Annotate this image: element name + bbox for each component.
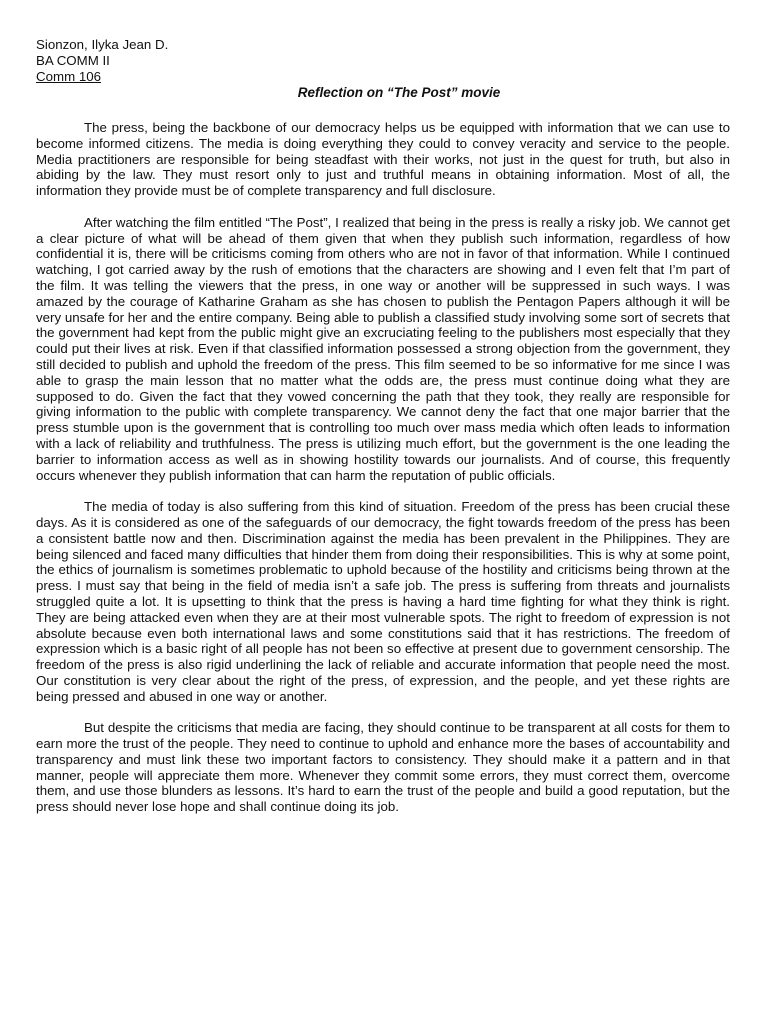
author-header bbox=[36, 37, 168, 85]
paragraph: But despite the criticisms that media are facing, they should continue to be transparent at all costs for them to earn more the trust of the people. They need to continue to uphold and enhance more the bases of accountability and transparency and must link these two important factors to consistency. They should make it a pattern and in that manner, people will appreciate them more. Whenever they commit some errors, they must correct them, overcome them, and use those blunders as lessons. It’s hard to earn the trust of the people and build a good reputation, but the press should never lose hope and shall continue doing its job. bbox=[36, 720, 730, 815]
paragraph: The media of today is also suffering from this kind of situation. Freedom of the press has been crucial these days. As it is considered as one of the safeguards of our democracy, the fight towards freedom of the press has been a consistent battle now and then. Discrimination against the media has been prevalent in the Philippines. They are being silenced and faced many difficulties that hinder them from doing their responsibilities. This is why at some point, the ethics of journalism is sometimes problematic to uphold because of the hostility and criticisms being thrown at the press. I must say that being in the field of media isn’t a safe job. The press is suffering from threats and journalists struggled quite a lot. It is upsetting to think that the press is having a hard time fighting for what they think is right. They are being attacked even when they are at their most vulnerable spots. The right to freedom of expression is not absolute because even both international laws and some constitutions said that it has restrictions. The freedom of expression which is a basic right of all people has not been so effective at present due to government censorship. The freedom of the press is also rigid underlining the lack of reliable and accurate information that people need the most. Our constitution is very clear about the right of the press, of expression, and the people, and yet these rights are being pressed and abused in one way or another. bbox=[36, 499, 730, 704]
author-name: Sionzon, Ilyka Jean D. bbox=[36, 37, 169, 52]
paragraph: After watching the film entitled “The Post”, I realized that being in the press is really a risky job. We cannot get a clear picture of what will be ahead of them given that when they publish such information, regardless of how confidential it is, there will be criticisms coming from others who are not in favor of that information. While I continued watching, I got carried away by the rush of emotions that the characters are showing and I even felt that I’m part of the film. It was telling the viewers that the press, in one way or another will be suppressed in such ways. I was amazed by the courage of Katharine Graham as she has chosen to publish the Pentagon Papers although it will be very unsafe for her and the entire company. Being able to publish a classified study involving some sort of secrets that the government had kept from the public might give an excruciating feeling to the publishers most especially that they could put their lives at risk. Even if that classified information possessed a strong objection from the government, they still decided to publish and uphold the freedom of the press. This film seemed to be so informative for me since I was able to grasp the main lesson that no matter what the odds are, the press must continue doing what they are supposed to do. Given the fact that they vowed concerning the path that they took, they really are responsible for giving information to the public with complete transparency. We cannot deny the fact that one major barrier that the press stumble upon is the government that is controlling too much over mass media which often leads to information with a lack of reliability and truthfulness. The press is utilizing much effort, but the government is the one leading the barrier to information access as well as in showing hostility towards our journalists. And of course, this frequently occurs whenever they publish information that can harm the reputation of public officials. bbox=[36, 214, 730, 483]
document-body bbox=[36, 120, 730, 831]
course-code: Comm 106 bbox=[36, 69, 102, 84]
document-title: Reflection on “The Post” movie bbox=[297, 85, 501, 100]
program-name: BA COMM II bbox=[36, 53, 110, 68]
paragraph: The press, being the backbone of our democracy helps us be equipped with information that we can use to become informed citizens. The media is doing everything they could to convey veracity and service to the people. Media practitioners are responsible for being steadfast with their works, not just in the quest for truth, but also in abiding by the law. They must resort only to just and truthful means in obtaining information. Most of all, the information they provide must be of complete transparency and full disclosure. bbox=[36, 120, 730, 199]
